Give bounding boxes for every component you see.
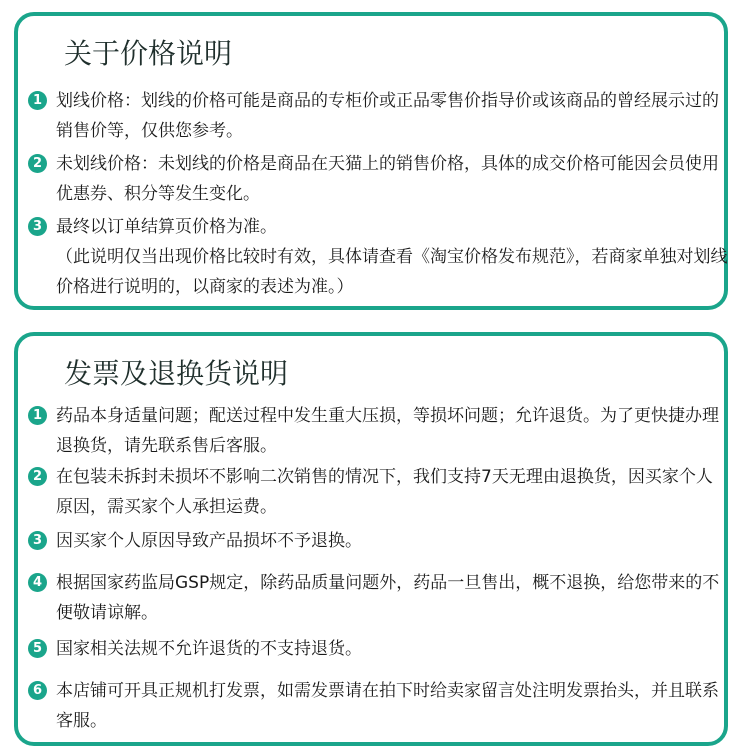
invoice-panel-title: 发票及退换货说明: [64, 357, 289, 390]
price-note: （此说明仅当出现价格比较时有效，具体请查看《淘宝价格发布规范》，若商家单独对划线价格进行说明的，以商家的表述为准。）: [56, 247, 728, 297]
number-badge-5: 5: [28, 639, 47, 658]
number-badge-3: 3: [28, 531, 47, 550]
number-badge-3: 3: [28, 217, 47, 236]
price-item-1: [28, 86, 728, 146]
invoice-item-6: [28, 676, 728, 736]
number-badge-1: 1: [28, 91, 47, 110]
price-item-text: 最终以订单结算页价格为准。: [56, 217, 277, 237]
price-item-text: 未划线价格：未划线的价格是商品在天猫上的销售价格，具体的成交价格可能因会员使用优惠券、积分等发生变化。: [56, 154, 719, 204]
price-item-text: 划线价格：划线的价格可能是商品的专柜价或正品零售价指导价或该商品的曾经展示过的销售价等，仅供您参考。: [56, 91, 719, 141]
number-badge-2: 2: [28, 467, 47, 486]
invoice-item-text: 本店铺可开具正规机打发票，如需发票请在拍下时给卖家留言处注明发票抬头，并且联系客服。: [56, 681, 719, 731]
price-info-panel: [14, 12, 728, 310]
invoice-item-2: [28, 462, 728, 522]
price-item-3: [28, 212, 728, 302]
invoice-item-text: 在包装未拆封未损坏不影响二次销售的情况下，我们支持7天无理由退换货，因买家个人原因，需买家个人承担运费。: [56, 467, 713, 517]
number-badge-6: 6: [28, 681, 47, 700]
number-badge-4: 4: [28, 573, 47, 592]
invoice-item-text: 国家相关法规不允许退货的不支持退货。: [56, 639, 362, 659]
number-badge-1: 1: [28, 406, 47, 425]
number-badge-2: 2: [28, 154, 47, 173]
invoice-item-3: [28, 526, 728, 556]
price-panel-title: 关于价格说明: [64, 37, 233, 70]
invoice-item-text: 药品本身适量问题；配送过程中发生重大压损，等损坏问题；允许退货。为了更快捷办理退换货，请先联系售后客服。: [56, 406, 719, 456]
invoice-item-1: [28, 401, 728, 461]
invoice-item-text: 根据国家药监局GSP规定，除药品质量问题外，药品一旦售出，概不退换，给您带来的不便敬请谅解。: [56, 573, 720, 623]
price-item-2: [28, 149, 728, 209]
invoice-item-4: [28, 568, 728, 628]
invoice-item-5: [28, 634, 728, 664]
invoice-return-panel: [14, 332, 728, 746]
invoice-item-text: 因买家个人原因导致产品损坏不予退换。: [56, 531, 362, 551]
